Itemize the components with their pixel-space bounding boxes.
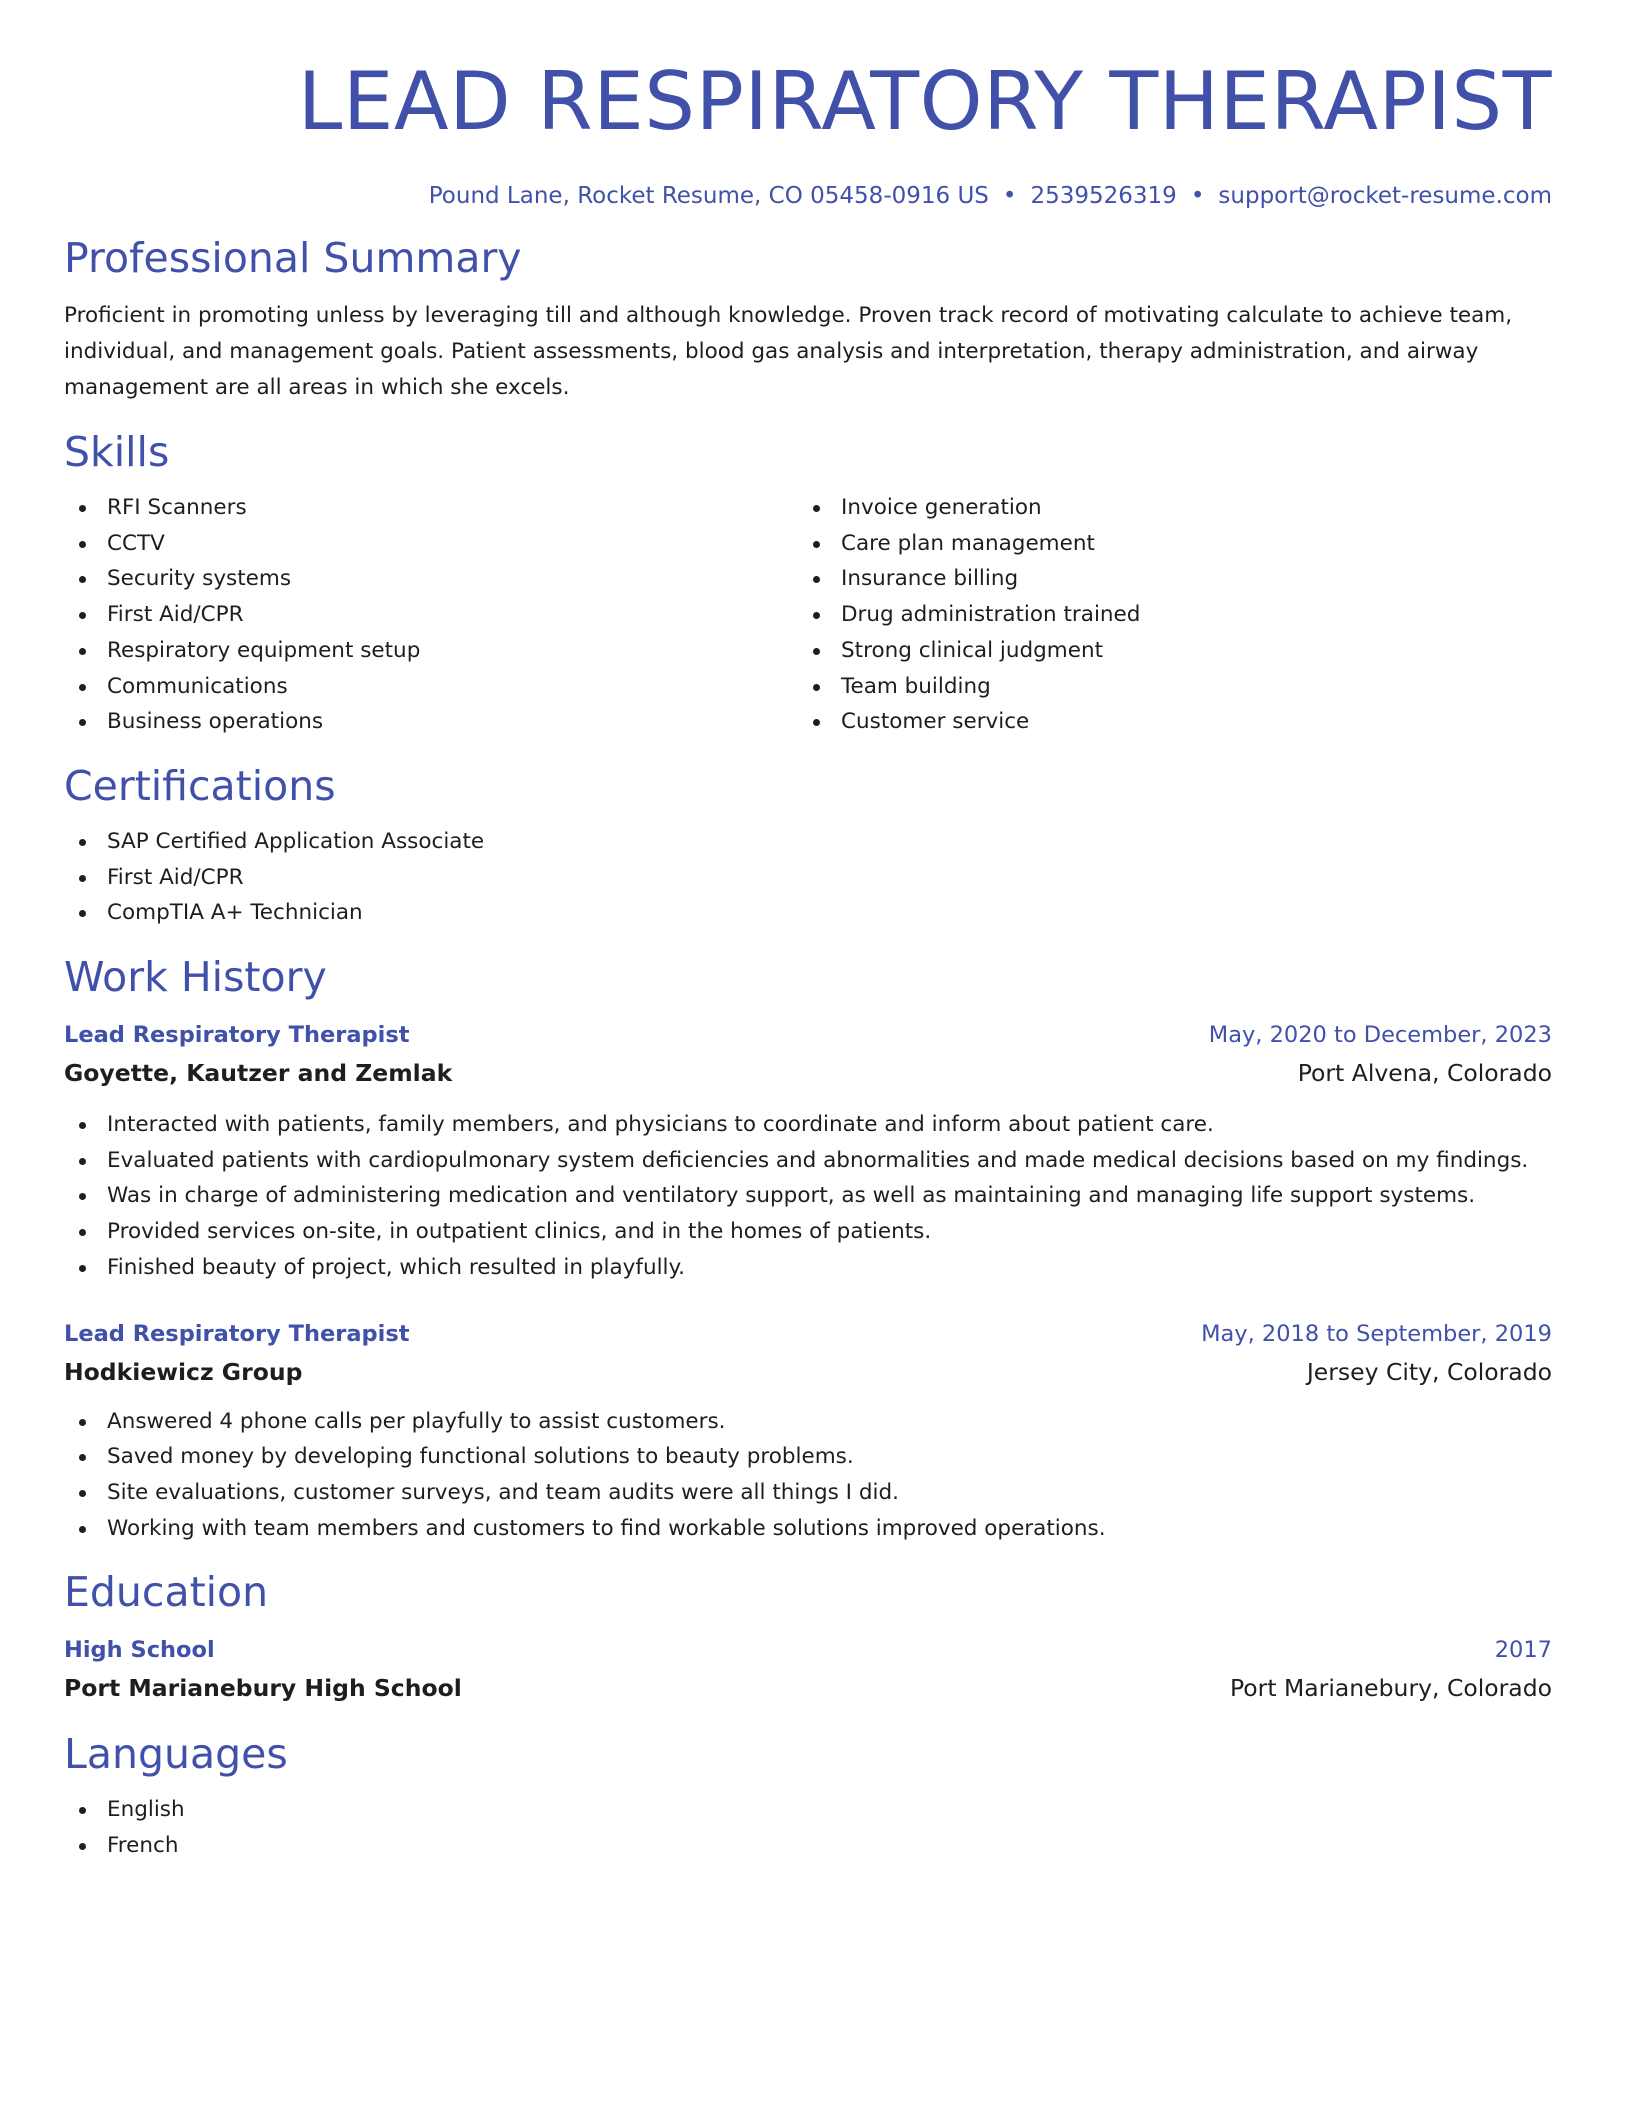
skill-item: Communications (64, 669, 798, 705)
job-bullet: Saved money by developing functional solutions to beauty problems. (64, 1439, 1552, 1475)
skill-item: Business operations (64, 704, 798, 740)
skill-item: CCTV (64, 526, 798, 562)
skill-item: Invoice generation (798, 490, 1532, 526)
resume-title: LEAD RESPIRATORY THERAPIST (297, 55, 1552, 148)
education-school-row (64, 1668, 1552, 1708)
skill-item: Insurance billing (798, 561, 1532, 597)
languages-section (64, 1728, 1552, 1863)
skills-heading: Skills (64, 428, 170, 476)
certifications-list (64, 824, 1552, 931)
job-bullet: Interacted with patients, family members, and physicians to coordinate and inform about patient care. (64, 1107, 1552, 1143)
job-location: Jersey City, Colorado (1306, 1357, 1552, 1386)
skills-column-left (64, 478, 798, 740)
job-bullet: Finished beauty of project, which resulted in playfully. (64, 1250, 1552, 1286)
job-title: Lead Respiratory Therapist (64, 1320, 410, 1347)
education-school: Port Marianebury High School (64, 1674, 462, 1703)
certification-item: CompTIA A+ Technician (64, 895, 1552, 931)
languages-heading: Languages (64, 1730, 288, 1779)
certification-item: SAP Certified Application Associate (64, 824, 1552, 860)
work-history-section (64, 951, 1552, 1546)
job-title-row (64, 1316, 1552, 1352)
skill-item: Drug administration trained (798, 597, 1532, 633)
education-degree: High School (64, 1637, 215, 1664)
certification-item: First Aid/CPR (64, 860, 1552, 896)
job-bullet: Provided services on-site, in outpatient clinics, and in the homes of patients. (64, 1214, 1552, 1250)
job-dates: May, 2018 to September, 2019 (1201, 1320, 1552, 1347)
job-company-row (64, 1352, 1552, 1392)
education-year: 2017 (1494, 1637, 1552, 1664)
skill-item: Care plan management (798, 526, 1532, 562)
skill-item: Security systems (64, 561, 798, 597)
education-heading: Education (64, 1568, 269, 1617)
certifications-section (64, 760, 1552, 931)
languages-list (64, 1792, 1552, 1863)
certifications-heading: Certifications (64, 761, 336, 810)
phone-text: 2539526319 (1030, 183, 1177, 209)
job-bullet: Working with team members and customers to find workable solutions improved operations. (64, 1511, 1552, 1547)
job-entry (64, 1316, 1552, 1547)
summary-section (64, 232, 1552, 406)
separator-dot: • (1002, 183, 1017, 209)
resume-page (64, 0, 1552, 1864)
education-degree-row (64, 1632, 1552, 1668)
language-item: French (64, 1828, 1552, 1864)
contact-line (64, 178, 1552, 214)
job-bullet: Was in charge of administering medication and ventilatory support, as well as maintaining and managing life support systems. (64, 1178, 1552, 1214)
summary-text: Proficient in promoting unless by leveraging till and although knowledge. Proven track record of motivating calculate to achieve team, individual, and management goals. Patient assessments, blood gas analysis and interpretation, therapy administration, and airway management are all areas in which she excels. (64, 303, 1513, 400)
job-bullets (64, 1107, 1552, 1286)
job-entry (64, 1017, 1552, 1286)
skill-item: RFI Scanners (64, 490, 798, 526)
skills-column-right (798, 478, 1532, 740)
email-link[interactable]: support@rocket-resume.com (1218, 183, 1552, 209)
job-bullet: Answered 4 phone calls per playfully to assist customers. (64, 1404, 1552, 1440)
summary-heading: Professional Summary (64, 234, 522, 282)
skills-list-right (798, 490, 1532, 740)
work-history-heading: Work History (64, 953, 327, 1002)
skill-item: First Aid/CPR (64, 597, 798, 633)
job-location: Port Alvena, Colorado (1297, 1059, 1552, 1088)
separator-dot: • (1190, 183, 1205, 209)
job-bullets (64, 1404, 1552, 1547)
job-company: Hodkiewicz Group (64, 1357, 303, 1386)
skills-section (64, 426, 1552, 740)
job-title: Lead Respiratory Therapist (64, 1022, 410, 1049)
language-item: English (64, 1792, 1552, 1828)
skills-grid (64, 478, 1552, 740)
job-title-row (64, 1017, 1552, 1053)
skill-item: Customer service (798, 704, 1532, 740)
education-section (64, 1566, 1552, 1708)
job-dates: May, 2020 to December, 2023 (1208, 1022, 1552, 1049)
job-company-row (64, 1053, 1552, 1093)
skill-item: Respiratory equipment setup (64, 633, 798, 669)
skills-list-left (64, 490, 798, 740)
education-entry (64, 1632, 1552, 1708)
education-location: Port Marianebury, Colorado (1229, 1674, 1552, 1703)
skill-item: Team building (798, 669, 1532, 705)
job-bullet: Site evaluations, customer surveys, and team audits were all things I did. (64, 1475, 1552, 1511)
skill-item: Strong clinical judgment (798, 633, 1532, 669)
job-company: Goyette, Kautzer and Zemlak (64, 1059, 453, 1088)
job-bullet: Evaluated patients with cardiopulmonary system deficiencies and abnormalities and made medical decisions based on my findings. (64, 1143, 1552, 1179)
address-text: Pound Lane, Rocket Resume, CO 05458-0916 US (428, 183, 989, 209)
